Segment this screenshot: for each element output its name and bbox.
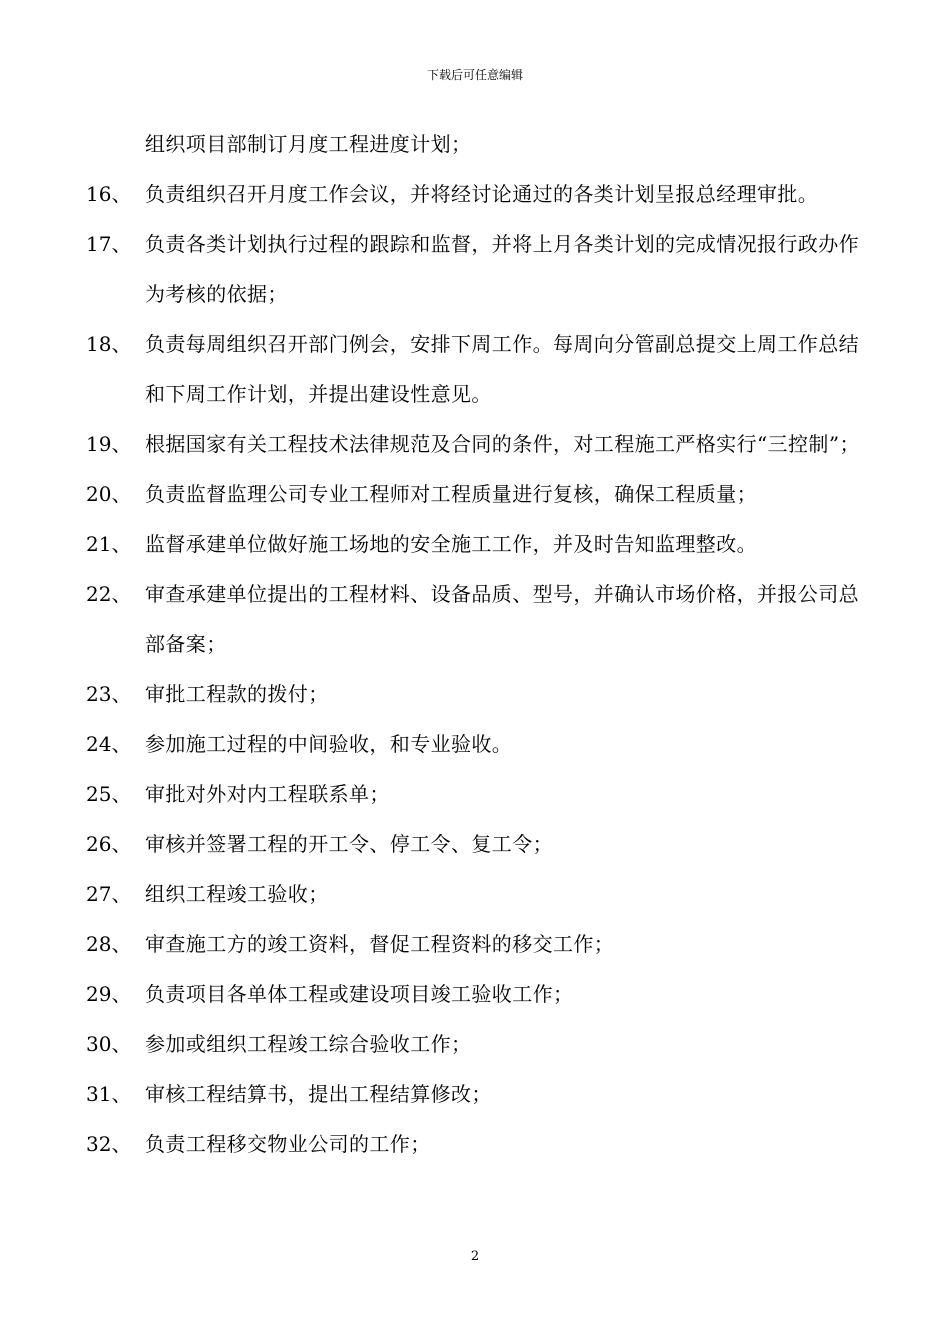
item-text: 参加施工过程的中间验收，和专业验收。 bbox=[145, 732, 513, 756]
list-item bbox=[86, 719, 886, 769]
item-number: 19、 bbox=[86, 432, 132, 456]
page-number: 2 bbox=[470, 1249, 480, 1264]
item-text: 负责每周组织召开部门例会，安排下周工作。每周向分管副总提交上周工作总结和下周工作计划，并提出建设性意见。 bbox=[145, 332, 859, 406]
list-item bbox=[86, 569, 886, 669]
list-item bbox=[86, 919, 886, 969]
page-header: 下载后可任意编辑 bbox=[426, 68, 523, 82]
item-text: 负责各类计划执行过程的跟踪和监督，并将上月各类计划的完成情况报行政办作为考核的依据； bbox=[145, 232, 859, 306]
list-item bbox=[86, 169, 886, 219]
document-body bbox=[86, 119, 886, 1169]
item-text: 审查施工方的竣工资料，督促工程资料的移交工作； bbox=[145, 932, 615, 956]
list-item bbox=[86, 819, 886, 869]
list-item bbox=[86, 869, 886, 919]
item-text: 审查承建单位提出的工程材料、设备品质、型号，并确认市场价格，并报公司总部备案； bbox=[145, 582, 859, 656]
list-item bbox=[86, 1019, 886, 1069]
item-text: 根据国家有关工程技术法律规范及合同的条件，对工程施工严格实行“三控制”； bbox=[145, 432, 860, 456]
item-text: 负责工程移交物业公司的工作； bbox=[145, 1132, 431, 1156]
list-item bbox=[86, 519, 886, 569]
item-text: 审批对外对内工程联系单； bbox=[145, 782, 390, 806]
item-number: 28、 bbox=[86, 932, 132, 956]
item-number: 27、 bbox=[86, 882, 132, 906]
item-number: 32、 bbox=[86, 1132, 132, 1156]
item-text: 负责监督监理公司专业工程师对工程质量进行复核，确保工程质量； bbox=[145, 482, 757, 506]
list-item bbox=[86, 469, 886, 519]
list-item bbox=[86, 769, 886, 819]
item-number: 22、 bbox=[86, 582, 132, 606]
item-number: 23、 bbox=[86, 682, 132, 706]
list-item bbox=[86, 419, 886, 469]
item-number: 18、 bbox=[86, 332, 132, 356]
item-number: 17、 bbox=[86, 232, 132, 256]
list-item bbox=[86, 969, 886, 1019]
item-text: 负责项目各单体工程或建设项目竣工验收工作； bbox=[145, 982, 574, 1006]
item-text: 审批工程款的拨付； bbox=[145, 682, 329, 706]
list-item bbox=[86, 1069, 886, 1119]
item-number: 29、 bbox=[86, 982, 132, 1006]
item-number: 30、 bbox=[86, 1032, 132, 1056]
item-text: 审核并签署工程的开工令、停工令、复工令； bbox=[145, 832, 553, 856]
item-text: 监督承建单位做好施工场地的安全施工工作，并及时告知监理整改。 bbox=[145, 532, 757, 556]
item-text: 审核工程结算书，提出工程结算修改； bbox=[145, 1082, 492, 1106]
list-item bbox=[86, 669, 886, 719]
item-number: 21、 bbox=[86, 532, 132, 556]
list-item bbox=[86, 219, 886, 319]
item-number: 16、 bbox=[86, 182, 132, 206]
item-number: 31、 bbox=[86, 1082, 132, 1106]
item-text: 负责组织召开月度工作会议，并将经讨论通过的各类计划呈报总经理审批。 bbox=[145, 182, 819, 206]
item-number: 26、 bbox=[86, 832, 132, 856]
list-item bbox=[86, 119, 886, 169]
list-item bbox=[86, 1119, 886, 1169]
item-number: 20、 bbox=[86, 482, 132, 506]
item-text: 参加或组织工程竣工综合验收工作； bbox=[145, 1032, 472, 1056]
item-text: 组织项目部制订月度工程进度计划； bbox=[145, 132, 472, 156]
list-item bbox=[86, 319, 886, 419]
item-text: 组织工程竣工验收； bbox=[145, 882, 329, 906]
item-number: 25、 bbox=[86, 782, 132, 806]
item-number: 24、 bbox=[86, 732, 132, 756]
